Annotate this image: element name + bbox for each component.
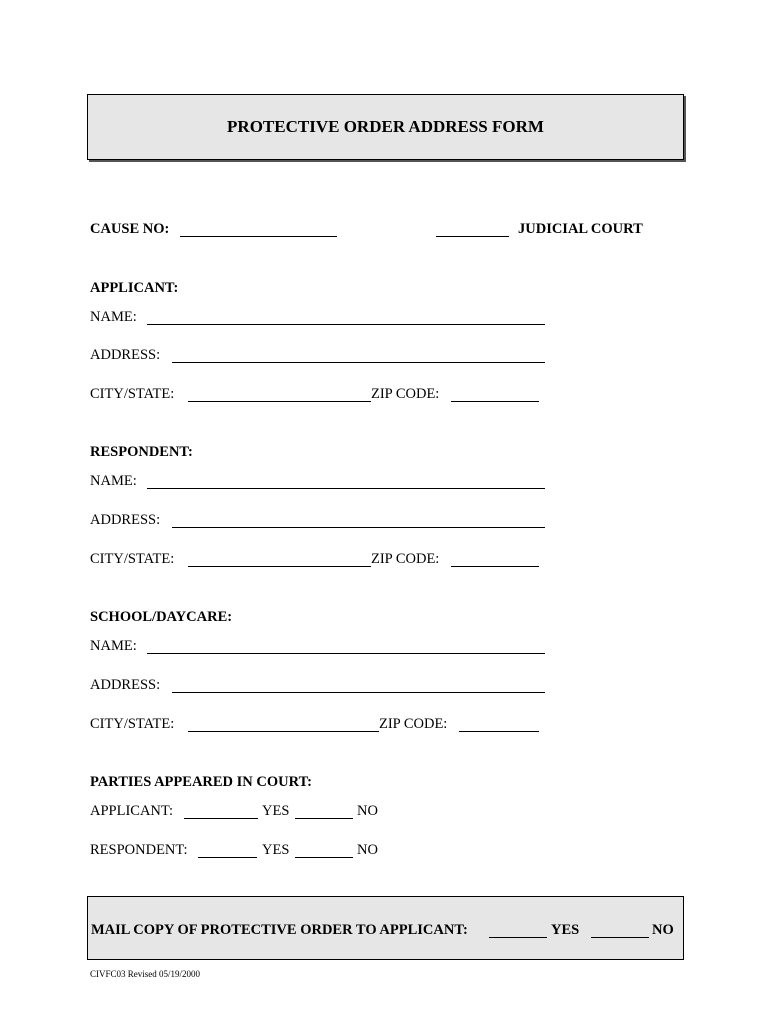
respondent-zip-label: ZIP CODE:	[371, 551, 440, 567]
title-box	[87, 94, 684, 160]
form-title: PROTECTIVE ORDER ADDRESS FORM	[227, 117, 544, 136]
respondent-address-field[interactable]	[172, 527, 545, 528]
parties-respondent-no-label: NO	[357, 842, 378, 858]
mail-copy-box	[87, 896, 684, 960]
school-name-label: NAME:	[90, 638, 137, 654]
mail-no-label: NO	[652, 922, 674, 938]
respondent-city-state-label: CITY/STATE:	[90, 551, 175, 567]
judicial-court-label: JUDICIAL COURT	[518, 221, 643, 237]
school-city-state-field[interactable]	[188, 731, 379, 732]
school-zip-label: ZIP CODE:	[379, 716, 448, 732]
school-heading: SCHOOL/DAYCARE:	[90, 609, 233, 625]
applicant-name-label: NAME:	[90, 309, 137, 325]
applicant-address-field[interactable]	[172, 362, 545, 363]
cause-no-label: CAUSE NO:	[90, 221, 170, 237]
applicant-name-field[interactable]	[147, 324, 545, 325]
respondent-city-state-field[interactable]	[188, 566, 371, 567]
footer-revision: CIVFC03 Revised 05/19/2000	[90, 969, 201, 979]
mail-copy-label: MAIL COPY OF PROTECTIVE ORDER TO APPLICANT:	[91, 922, 468, 938]
applicant-zip-field[interactable]	[451, 401, 539, 402]
school-address-label: ADDRESS:	[90, 677, 161, 693]
school-zip-field[interactable]	[459, 731, 539, 732]
parties-applicant-label: APPLICANT:	[90, 803, 174, 819]
respondent-address-label: ADDRESS:	[90, 512, 161, 528]
applicant-address-label: ADDRESS:	[90, 347, 161, 363]
respondent-zip-field[interactable]	[451, 566, 539, 567]
parties-heading: PARTIES APPEARED IN COURT:	[90, 774, 313, 790]
parties-respondent-yes-field[interactable]	[198, 857, 257, 858]
school-address-field[interactable]	[172, 692, 545, 693]
respondent-name-label: NAME:	[90, 473, 137, 489]
school-city-state-label: CITY/STATE:	[90, 716, 175, 732]
applicant-city-state-label: CITY/STATE:	[90, 386, 175, 402]
parties-respondent-yes-label: YES	[262, 842, 290, 858]
parties-respondent-label: RESPONDENT:	[90, 842, 188, 858]
parties-applicant-yes-label: YES	[262, 803, 290, 819]
respondent-name-field[interactable]	[147, 488, 545, 489]
cause-no-field[interactable]	[180, 236, 337, 237]
parties-applicant-yes-field[interactable]	[184, 818, 258, 819]
applicant-zip-label: ZIP CODE:	[371, 386, 440, 402]
applicant-city-state-field[interactable]	[188, 401, 371, 402]
mail-yes-label: YES	[551, 922, 580, 938]
court-number-field[interactable]	[436, 236, 509, 237]
respondent-heading: RESPONDENT:	[90, 444, 193, 460]
parties-applicant-no-field[interactable]	[295, 818, 353, 819]
parties-respondent-no-field[interactable]	[295, 857, 353, 858]
parties-applicant-no-label: NO	[357, 803, 378, 819]
applicant-heading: APPLICANT:	[90, 280, 179, 296]
school-name-field[interactable]	[147, 653, 545, 654]
mail-yes-field[interactable]	[489, 937, 547, 938]
mail-no-field[interactable]	[591, 937, 649, 938]
